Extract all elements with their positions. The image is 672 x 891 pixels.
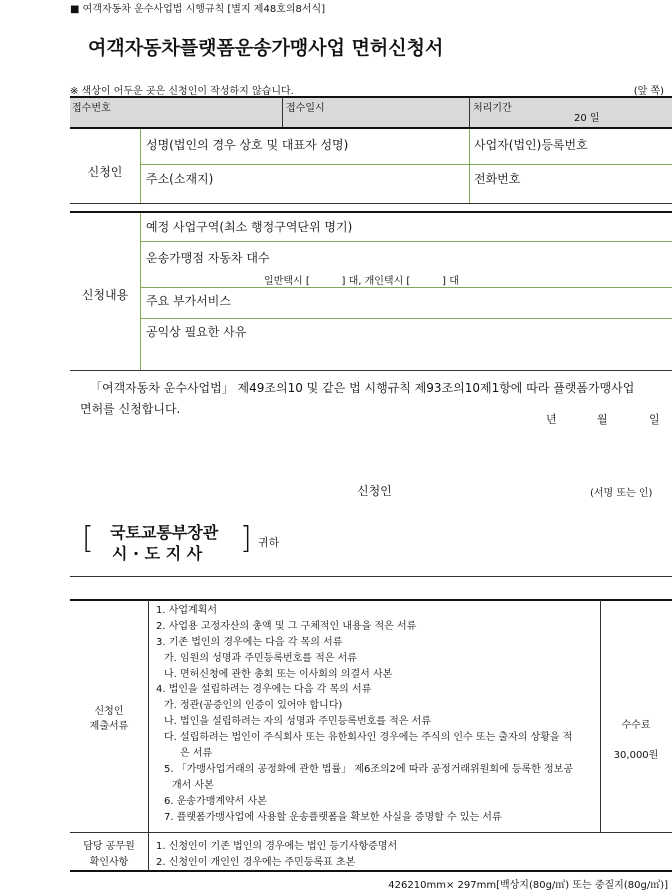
application-statement-line2: 면허를 신청합니다. bbox=[80, 402, 181, 416]
processing-period-value: 20 일 bbox=[574, 113, 600, 124]
public-interest-reason-label: 공익상 필요한 사유 bbox=[146, 325, 247, 339]
document-item: 5. 「가맹사업거래의 공정화에 관한 법률」 제6조의2에 따라 공정거래위원회에 등록한 정보공 bbox=[164, 763, 573, 775]
documents-label-line1: 신청인 bbox=[94, 706, 124, 717]
application-statement-line1: 「여객자동차 운수사업법」 제49조의10 및 같은 법 시행규칙 제93조의10제1항에 따라 플랫폼가맹사업 bbox=[90, 381, 635, 395]
left-bracket: [ bbox=[82, 521, 94, 556]
taxi-count-detail: 일반택시 [ ] 대, 개인택시 [ ] 대 bbox=[264, 276, 459, 287]
document-item: 다. 설립하려는 법인이 주식회사 또는 유한회사인 경우에는 주식의 인수 또는 출자의 상황을 적 bbox=[164, 732, 573, 744]
addressee-minister: 국토교통부장관 bbox=[110, 523, 219, 542]
processing-period-label: 처리기간 bbox=[473, 103, 512, 114]
fee-value: 30,000원 bbox=[613, 750, 659, 761]
additional-services-label: 주요 부가서비스 bbox=[146, 294, 231, 308]
content-section-label: 신청내용 bbox=[81, 288, 129, 302]
document-item: 가. 임원의 성명과 주민등록번호를 적은 서류 bbox=[164, 652, 357, 664]
officer-check-item: 2. 신청인이 개인인 경우에는 주민등록표 초본 bbox=[156, 857, 356, 868]
right-bracket: ] bbox=[240, 521, 252, 556]
signer-label: 신청인 bbox=[357, 484, 392, 498]
applicant-address-label: 주소(소재지) bbox=[146, 172, 214, 186]
document-item: 가. 정관(공증인의 인증이 있어야 합니다) bbox=[164, 700, 343, 712]
phone-number-label: 전화번호 bbox=[474, 172, 521, 186]
paper-spec-footer: 426210mm× 297mm[백상지(80g/㎡) 또는 중질지(80g/㎡)] bbox=[388, 880, 668, 891]
receipt-date-label: 접수일시 bbox=[286, 103, 325, 114]
date-day-label: 일 bbox=[649, 413, 660, 426]
document-item: 은 서류 bbox=[180, 748, 213, 760]
franchise-vehicle-count-label: 운송가맹점 자동차 대수 bbox=[146, 251, 270, 265]
officer-check-item: 1. 신청인이 기존 법인의 경우에는 법인 등기사항증명서 bbox=[156, 841, 398, 852]
document-item: 나. 면허신청에 관한 총회 또는 이사회의 의결서 사본 bbox=[164, 668, 393, 680]
addressee-suffix: 귀하 bbox=[258, 536, 280, 549]
fee-label: 수수료 bbox=[621, 720, 651, 731]
business-area-label: 예정 사업구역(최소 행정구역단위 명기) bbox=[146, 220, 353, 234]
document-item: 개서 사본 bbox=[172, 779, 214, 791]
document-item: 6. 운송가맹계약서 사본 bbox=[164, 795, 267, 807]
business-registration-number-label: 사업자(법인)등록번호 bbox=[474, 138, 588, 152]
officer-check-label-line2: 확인사항 bbox=[89, 857, 129, 868]
gray-area-note: ※ 색상이 어두운 곳은 신청인이 작성하지 않습니다. bbox=[70, 86, 294, 97]
required-documents-list bbox=[156, 603, 573, 825]
document-item: 7. 플랫폼가맹사업에 사용할 운송플랫폼을 확보한 사실을 증명할 수 있는 서류 bbox=[164, 811, 502, 823]
officer-check-label-line1: 담당 공무원 bbox=[83, 841, 135, 852]
date-year-label: 년 bbox=[546, 413, 557, 426]
receipt-number-label: 접수번호 bbox=[72, 103, 111, 114]
document-item: 3. 기존 법인의 경우에는 다음 각 목의 서류 bbox=[156, 636, 343, 648]
document-item: 4. 법인을 설립하려는 경우에는 다음 각 목의 서류 bbox=[156, 684, 372, 696]
document-item: 2. 사업용 고정자산의 총액 및 그 구체적인 내용을 적은 서류 bbox=[156, 620, 417, 632]
document-item: 1. 사업계획서 bbox=[156, 605, 218, 616]
date-month-label: 월 bbox=[597, 413, 608, 426]
document-item: 나. 법인을 설립하려는 자의 성명과 주민등록번호를 적은 서류 bbox=[164, 716, 431, 728]
applicant-section-label: 신청인 bbox=[87, 165, 123, 179]
applicant-name-label: 성명(법인의 경우 상호 및 대표자 성명) bbox=[146, 138, 349, 152]
front-page-label: (앞 쪽) bbox=[633, 86, 664, 97]
signature-note: (서명 또는 인) bbox=[590, 488, 653, 499]
page-title: 여객자동차플랫폼운송가맹사업 면허신청서 bbox=[88, 37, 444, 59]
form-reference-note: ■ 여객자동차 운수사업법 시행규칙 [별지 제48호의8서식] bbox=[70, 4, 326, 15]
documents-label-line2: 제출서류 bbox=[89, 721, 129, 732]
addressee-governor: 시 · 도 지 사 bbox=[112, 544, 203, 563]
